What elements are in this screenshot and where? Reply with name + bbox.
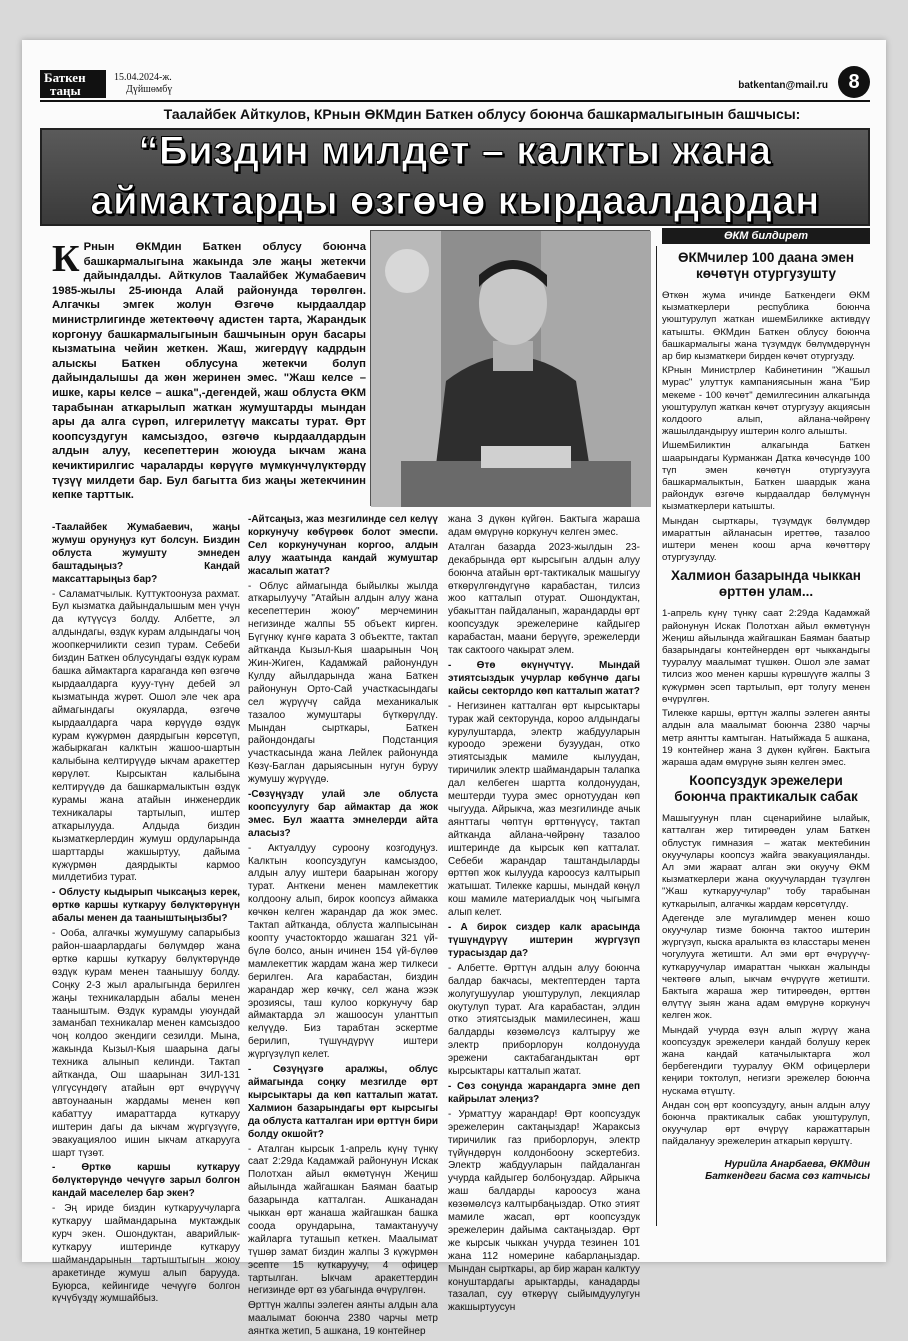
story1-title: ӨКМчилер 100 даана эмен көчөтүн отургузушту	[677, 250, 855, 281]
interview-question: - А бирок сиздер калк арасында түшүндүрүү иштерин жүргүзүп турасыздар да?	[448, 922, 640, 959]
interview-question: - Сөзүңүзгө аралжы, облус аймагында соңку мезгилде өрт кырсыктары да көп катталып жатат. Халмион базарындагы өрт кырсыгы да облуста катталган ири өрттүн бири болду окшойт?	[248, 1064, 438, 1140]
news-paragraph: Машыгуунун план сценарийине ылайык, катталган жер титирөөдөн улам Баткен облустук гимназия – жатак мектебинин окуучулары коопсуз жайга эвакуацияланды. Ал эми жараат алган эки окуучу ӨКМ кызматкерлери жана окуучулардан түзүлгөн "Жаш куткаруучулар" тобу тарабынан куткарылып, алгачкы жардам көрсөтүлдү.	[662, 813, 870, 910]
weekday-text: Дүйшөмбү	[126, 84, 173, 95]
news-paragraph: Мындан сырткары, түзүмдүк бөлүмдөр имараттын айланасын иреттөө, тазалоо иштери менен коош арча көчөттөрү отургузулду.	[662, 515, 870, 564]
news-paragraph: 1-апрель күнү түнкү саат 2:29да Кадамжай районунун Искак Полотхан айыл өкмөтүнүн Жеңиш айылында жайгашкан Баяман баатыр базарындагы контейнерден өрт чыккандыгы тууралуу маалымат түшкөн. Ошол эле замат тилсиз жоо менен каршы күрөшүүгө жалпы 3 күжүрмөн эсеп тартылып, өрт толугу менен өчүрүлгөн.	[662, 608, 870, 705]
news-paragraph: Өткөн жума ичинде Баткендеги ӨКМ кызматкерлери республика боюнча уюштурулуп жаткан ишемБиликке активдүү катышты. ӨКМдин Баткен облусу боюнча башкармалыгы жана түзүмдүк бөлүмдөрүнүн ар бир кызматкери бирден көчөт отургузду.	[662, 290, 870, 363]
sidebar-news	[662, 246, 870, 1183]
story3-title: Коопсуздук эрежелери боюнча практикалык сабак	[674, 773, 858, 805]
story2-title: Халмион базарында чыккан өрттөн улам...	[671, 568, 861, 600]
newspaper-page	[22, 40, 886, 1338]
page-number: 8	[838, 66, 870, 98]
news-paragraph: Тилекке каршы, өрттүн жалпы ээлеген аянты алдын ала маалымат боюнча 2380 чарчы метр аянтты камтыган. Натыйжада 5 ашкана, 19 контейнер жана 3 дүкөн күйгөн. Бактыга жараша адам өмүрүнө зыян келген эмес.	[662, 708, 870, 768]
interview-question: -Сөзүңүздү улай эле облуста коопсуулугу бар аймактар да жок эмес. Бул жаатта эмнелерди айта аласыз?	[248, 789, 438, 839]
news-paragraph: Адегенде эле мугалимдер менен кошо окуучулар тизме боюнча тактоо иштерин жүргүзүп, кыска аралыкта өз класстары менен чогулууга жетишти. Ал эми өрт өчүрүүчү-куткаруучулар имараттан чыккан жалынды чектөөгө алып, ыкчам өчүрүүгө жетишти. Бактыга жараша жер титирөөдөн, өрттөн өлүтүү зыян жана адам өмүрүнө коркунуч келген жок.	[662, 912, 870, 1022]
interview-question: - Өтө өкүнүчтүү. Мындай этиятсыздык учурлар көбүнчө дагы кайсы секторлдо көп катталып жатат?	[448, 659, 640, 697]
story2-body	[662, 608, 870, 769]
interview-answer: - Актуалдуу суроону козгодуңуз. Калктын коопсуздугун камсыздоо, алдын алуу иштери баарынан жогору турат. Анткени менен мамлекеттик колдоону алып, бирок коопсуз аймакка көчкөн келген жарандар да жок эмес. Тактап айтканда, облуста жалпысынан коопту участоктордо жашаган 321 үй-бүлө болсо, анын ичинен 154 үй-бүлөө мамлекеттик жардам жана жер тилкеси берилген. Ага карабастан, биздин жарандар жер көчкү, сел жана жээк эрозиясы, таш кулоо коркунучу бар аймактарда эл жашоосун уланттып келүүдө. Биз тарабтан эскертме берилип, түшүндүрүү иштери жүргүзүлүп келет.	[248, 842, 438, 1061]
masthead	[40, 66, 870, 100]
interview-answer: Аталган базарда 2023-жылдын 23-декабрында өрт кырсыгын алдын алуу боюнча атайын өрт-тактикалык машыгуу өткөрүлгөндүгүнө карабастан, тилсиз жоо катталып отурат. Ошондуктан, убакыттан пайдаланып, жарандарды өрт коопсуздук эрежелерине кайдыгер карабастан, маани берүүгө, эрежелерди так сактоого чакырат элем.	[448, 541, 640, 657]
interview-answer: - Аталган кырсык 1-апрель күнү түнкү саат 2:29да Кадамжай районунун Искак Полотхан айыл өкмөтүнүн Жеңиш айылында жайгашкан Баяман баатыр базарында катталган. Ашканадан чыккан өрт жанаша жайгашкан башка соода орундарына, тамактануучу жайларга туташып кеткен. Маалымат түшөр замат биздин жалпы 3 күжүрмөн эсепте 15 куткаруучу, 4 офицер тартылган. Ыкчам аракеттердин негизинде өрт өз убагында өчүрүлгөн.	[248, 1143, 438, 1297]
author-signature	[662, 1159, 870, 1183]
signature-line2: Баткендеги басма сөз катчысы	[705, 1170, 870, 1182]
interview-answer: жана 3 дүкөн күйгөн. Бактыга жараша адам өмүрүнө коркунуч келген эмес.	[448, 514, 640, 538]
interview-answer: - Ооба, алгачкы жумушуму сапарыбыз район-шаарлардагы бөлүмдөр жана өрткө каршы куткаруу бөлүктөрүндө өздүк курам менен таанышуу болду. Соңку 2-3 жыл аралыгында берилген жаңы техникалардын абалы менен тааныштым. Өздүк курамды уюундай заманбап техникалар менен камсыздоо чоң колдоо экендиги сезилди. Мына, жакында Кызыл-Кыя шаарына дагы техника алынып келинди. Тактап айтканда, Ош шаарынан ЗИЛ-131 үлгүсүндөгү атайын өрт өчүрүүчү автоунаанын жардамы менен көп кабаттуу имараттарда куткаруу иштерин дагы да ыкчам жүргүзүүгө, эвакуациялоо ишин ыкчам аткарууга шарт түзөт.	[52, 928, 240, 1159]
section-rubric: ӨКМ билдирет	[662, 228, 870, 244]
interview-answer: - Саламатчылык. Куттуктоонуза рахмат. Бул кызматка дайындалышым мен үчүн да күтүүсүз болду. Албетте, эл алдындагы, өздүк курам алдындагы чоң жоопкерчиликти сезип турам. Себеби биздин Баткен облусундагы өздүк курам башка аймактарга караганда көп өзгөчө кырдаалдарга кууу-түнү дебей эл кызматында жүрөт. Ошол эле чек ара аймагындагы окуяларда, өзгөчө кырдаалдарга чара көрүүдө өздүк курам күжүрмөн даярдыгын көрсөтүп, жабыркаган калктын жашоо-шартын калыбына келтирүүдө ыкчам аракеттер көрүлөт. Кырсыктан калыбына келтирүүдө да башкармалыктын өздүк курамы жана атайын инженердик техникалары тартылып, иштер аткарылууда. Алдыда биздин кызматкерлердин жумуш ордуларында шарттарды жакшыртуу, дайыма күжүрмөн даярдыкты кармоо милдетибиз турат.	[52, 588, 240, 884]
story3-body	[662, 813, 870, 1148]
issue-date	[114, 72, 172, 96]
news-paragraph: КРнын Министрлер Кабинетинин "Жашыл мурас" улуттук кампаниясынын жана "Бир мекеме - 100 көчөт" демилгесинин алкагында уюштурулуп жаткан көчөт отургузуу акциясын колдоого алып, айлана-чөйрөнү жашылдандыруу иштерин колго алышты.	[662, 365, 870, 438]
interview-answer: - Негизинен катталган өрт кырсыктары турак жай секторунда, короо алдындагы курулуштарда, электр жабдууларын куроодо эрежени бузуудан, отко этиятсыздык мамиле кылуудан, тиричилик электр шаймандарын талапка дал келбеген шартта колдонуудан, мештерди туура эмес орнотуудан көп чыгууда. Айрыкча, жаз мезгилинде ачык аянттагы чөптүн өрттөнүүсү, тактап айтканда айлана-чөйрөнү тазалоо иштеринде да кырсык көп катталат. Себеби жарандар таштандыларды өрттөп жок кылууда кароосуз калтырып жатышат. Тилекке каршы, мындай көңүл кош мамиле материалдык чоң чыгымга алып келет.	[448, 700, 640, 919]
interview-question: - Өрткө каршы куткаруу бөлүктөрүндө чечүүгө зарыл болгон кандай маселелер бар экен?	[52, 1162, 240, 1200]
interview-answer: Өрттүн жалпы ээлеген аянты алдын ала маалымат боюнча 2380 чарчы метр аянтка жетип, 5 ашкана, 19 контейнер	[248, 1300, 438, 1338]
article-kicker: Таалайбек Айткулов, КРнын ӨКМдин Баткен облусу боюнча башкармалыгынын башчысы:	[163, 106, 801, 122]
article-column-2	[248, 514, 438, 1341]
date-text: 15.04.2024-ж.	[114, 72, 172, 83]
email-address: batkentan@mail.ru	[738, 80, 828, 91]
lead-text: Рнын ӨКМдин Баткен облусу боюнча башкармалыгына жакында эле жаңы жетекчи дайындалды. Айткулов Таалайбек Жумабаевич 1985-жылы 25-июнда Алай районунда төрөлгөн. Алгачкы эмгек жолун Өзгөчө кырдаалдар министрлигинде жетектөөчү адистен тарта, Жарандык коргонуу башкармалыгынын башчынын орун басары кызматына чейин жеткен. Жаш, жигердүү кадрдын алыскы Баткен облусуна жетекчи болуп дайындалышы да жөн жеринен эмес. "Жаш келсе – ишке, кары келсе – ашка",-дегендей, жаш облуста ӨКМ тарабынан аткарылып жаткан жумуштарды мындан ары да алга сүрөп, илгерилетүү максаты турат. Өрт коопсуздугун камсыздоо, өзгөчө кырдаалдардын алдын алуу, кесепеттерин жоюуда ыкчам жана кечиктирилгис чараларды көрүүгө мүмкүнчүлүктөрдү түзүү милдети бар. Бул багытта биз жаңы жетекчинин кепке тарттык.	[52, 241, 366, 502]
article-column-1	[52, 522, 240, 1308]
drop-cap: К	[52, 238, 80, 280]
article-headline: “Биздин милдет – калкты жана аймактарды өзгөчө кырдаалдардан	[90, 129, 820, 223]
newspaper-logo	[40, 70, 106, 98]
news-paragraph: Андан соң өрт коопсуздугу, анын алдын алуу боюнча практикалык сабак уюштурулуп, окуучулар өрт өчүрүү каражаттарын пайдалануу эрежелерин аткарып көрүштү.	[662, 1099, 870, 1148]
logo-line1: Баткен	[44, 70, 86, 85]
article-column-3	[448, 514, 640, 1317]
interview-answer: - Урматтуу жарандар! Өрт коопсуздук эрежелерин сактаңыздар! Жараксыз тиричилик газ приборлорун, электр түйүндөрүн колдонбоону эскертебиз. Электр жабдууларын пайдаланган учурда кайдыгер болбоңуздар. Айрыкча жаш балдарды кароосуз жана көзөмөлсүз калтырбаңыздар. Отко этият мамиле жасап, өрт коопсуздук эрежелерин дайыма сактаңыздар. Өрт же кырсык чыккан учурда тезинен 101 жана 112 номерине кабарлаңыздар. Мындан сырткары, ар бир жаран калктуу конуштардагы арыктарды, канадарды тазалап, суу өткөрүү сыйымдуулугун жакшыртуусун	[448, 1108, 640, 1314]
logo-line2: таңы	[50, 83, 81, 98]
interview-question: - Облусту кыдырып чыксаңыз керек, өрткө каршы куткаруу бөлүктөрүнүн абалы менен да тааныштыңызбы?	[52, 887, 240, 925]
interview-answer: - Эң ириде биздин куткаруучуларга куткаруу шаймандарына муктаждык курч экен. Ошондуктан, аварийлык-куткаруу иштеринде куткаруу шаймандарынын тартыштыгын жоюу аракетинде жумуш алып барууда. Буюрса, кейингиде чечүүгө болгон күчүбүздү жумшайбыз.	[52, 1203, 240, 1305]
interview-answer: - Облус аймагында быйылкы жылда аткарылуучу "Атайын алдын алуу жана кесепеттерин жоюу" мерчеминин негизинде жалпы 55 объект кирген. Бүгүнкү күнгө карата 3 объектте, тактап айтканда Кызыл-Кыя шаарынын Чоң Жин-Жиген, Кадамжай районундун Кулду айылдарында жана Баткен районунун Орто-Сай участкасындагы сел жүрүүчү сайда механикалык тазалоо жумуштары бүткөрүлдү. Мындан сырткары, Баткен райондондагы Подстанция участкасында жана Лейлек районунда Көзү-Баглан дарыясынын нугун буруу жумушу жүрүүдө.	[248, 580, 438, 786]
interview-answer: - Албетте. Өрттүн алдын алуу боюнча балдар бакчасы, мектептерден тарта жолугушуулар уюштурулуп, лекциялар окутулуп турат. Ага карабастан, элдин отко этиятсыздык мамилесинен, жаш балдарды көзөмөлсүз калтыруу же электр приборлорун колдонууда эрежени сактабагандыктан өрт кырсыктары катталып жатат.	[448, 962, 640, 1078]
article-lead	[52, 240, 366, 503]
news-paragraph: ИшемБиликтин алкагында Баткен шаарындагы Курманжан Датка көчөсүндө 100 түп эмен көчөтүн отургузууга башкармалыктын, Баткен шаардык жана райондук өзгөчө кырдаалдар бөлүмүнүн кызматкерлери катышты.	[662, 440, 870, 513]
signature-line1: Нурийла Анарбаева, ӨКМдин	[724, 1158, 870, 1170]
story1-body	[662, 290, 870, 564]
portrait-illustration	[371, 231, 651, 507]
interview-question: - Сөз соңунда жарандарга эмне деп кайрылат элеңиз?	[448, 1080, 640, 1105]
sidebar-divider	[656, 246, 657, 1226]
interview-question: -Таалайбек Жумабаевич, жаңы жумуш орунуңуз кут болсун. Биздин облуста жумушту эмнеден баштадыңыз? Кандай максаттарыңыз бар?	[52, 522, 240, 585]
news-paragraph: Мындай учурда өзүн алып жүрүү жана коопсуздук эрежелери кандай болушу керек жана кандай катачылыктарга жол бербегендиги тууралуу ӨКМ офицерлери кеңири токтолуп, негизги эрежелер боюнча нускама өтүштү.	[662, 1024, 870, 1097]
masthead-rule	[40, 100, 870, 102]
interview-question: -Айтсаңыз, жаз мезгилинде сел келүү коркунучу көбүрөөк болот эмеспи. Сел коркунучунан коргоо, алдын алуу жаатында кандай жумуштар жасалып жатат?	[248, 514, 438, 577]
portrait-photo	[370, 230, 650, 506]
